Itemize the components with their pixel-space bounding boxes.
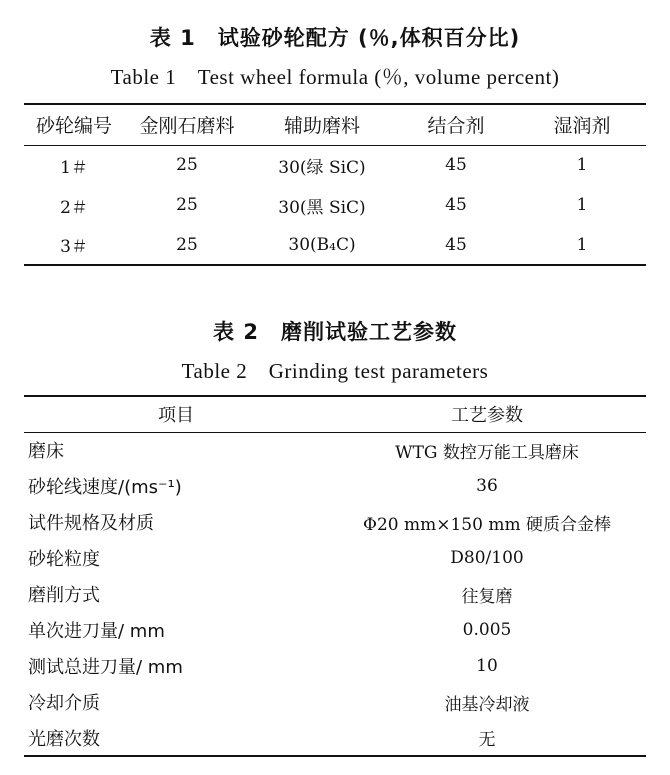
table1-header-cell: 结合剂 <box>427 115 485 138</box>
table-cell: 1 <box>576 234 588 255</box>
table-row <box>24 145 646 185</box>
table-cell: 25 <box>176 234 198 255</box>
table-cell: D80/100 <box>450 548 524 568</box>
table-row <box>24 468 646 504</box>
table-cell: 0.005 <box>462 620 512 640</box>
table-cell: 磨床 <box>28 441 64 463</box>
table-row <box>24 225 646 265</box>
table-cell: 30(绿 SiC) <box>278 157 366 178</box>
table-row <box>24 432 646 468</box>
table-row <box>24 504 646 540</box>
table1-header-cell: 砂轮编号 <box>35 115 112 138</box>
table-cell: 25 <box>176 195 198 215</box>
table-cell: 1 <box>576 195 588 215</box>
table2-header-cell: 项目 <box>158 405 194 427</box>
table-cell: 10 <box>476 656 498 676</box>
table-row <box>24 684 646 720</box>
table2-header-cell: 工艺参数 <box>451 405 523 427</box>
table-row <box>24 648 646 684</box>
table-cell: 30(B₄C) <box>288 234 356 255</box>
table-cell: 30(黑 SiC) <box>278 197 366 218</box>
table-cell: 1＃ <box>60 157 88 178</box>
table-cell: WTG 数控万能工具磨床 <box>395 442 579 463</box>
table1-header-cell: 辅助磨料 <box>283 115 360 138</box>
table1-caption-zh: 表 1 试验砂轮配方 (％,体积百分比) <box>149 26 521 50</box>
table-row <box>24 540 646 576</box>
table-cell: 45 <box>445 155 467 176</box>
table-cell: 试件规格及材质 <box>28 513 154 534</box>
table1-header-row <box>24 104 646 145</box>
table-row <box>24 576 646 612</box>
table2-caption-zh: 表 2 磨削试验工艺参数 <box>213 320 457 344</box>
table-cell: 单次进刀量/ mm <box>28 621 165 642</box>
table-cell: 2＃ <box>60 197 88 218</box>
table-cell: 砂轮粒度 <box>28 549 100 570</box>
table-cell: 冷却介质 <box>28 693 100 714</box>
table2-header-row <box>24 396 646 432</box>
table-cell: 油基冷却液 <box>444 694 530 715</box>
table-cell: Φ20 mm×150 mm 硬质合金棒 <box>363 514 611 535</box>
table-cell: 磨削方式 <box>28 585 100 606</box>
table-cell: 45 <box>445 195 467 215</box>
table-cell: 1 <box>576 155 588 176</box>
table1 <box>24 103 646 266</box>
table-cell: 无 <box>478 730 496 750</box>
table2 <box>24 395 646 757</box>
table-row <box>24 612 646 648</box>
table-cell: 25 <box>176 155 198 176</box>
table-cell: 光磨次数 <box>28 728 100 750</box>
table1-header-cell: 金刚石磨料 <box>139 115 235 138</box>
table-row <box>24 185 646 225</box>
table-cell: 往复磨 <box>461 586 513 607</box>
table-row <box>24 720 646 756</box>
table-cell: 砂轮线速度/(ms⁻¹) <box>28 477 182 498</box>
table1-caption-en: Table 1 Test wheel formula (％, volume percent) <box>110 65 560 89</box>
table-cell: 45 <box>445 234 467 255</box>
table-cell: 36 <box>476 476 498 496</box>
table-cell: 3＃ <box>60 237 88 257</box>
table2-caption-en: Table 2 Grinding test parameters <box>181 359 489 383</box>
table-cell: 测试总进刀量/ mm <box>28 657 183 678</box>
table1-header-cell: 湿润剂 <box>553 115 611 138</box>
